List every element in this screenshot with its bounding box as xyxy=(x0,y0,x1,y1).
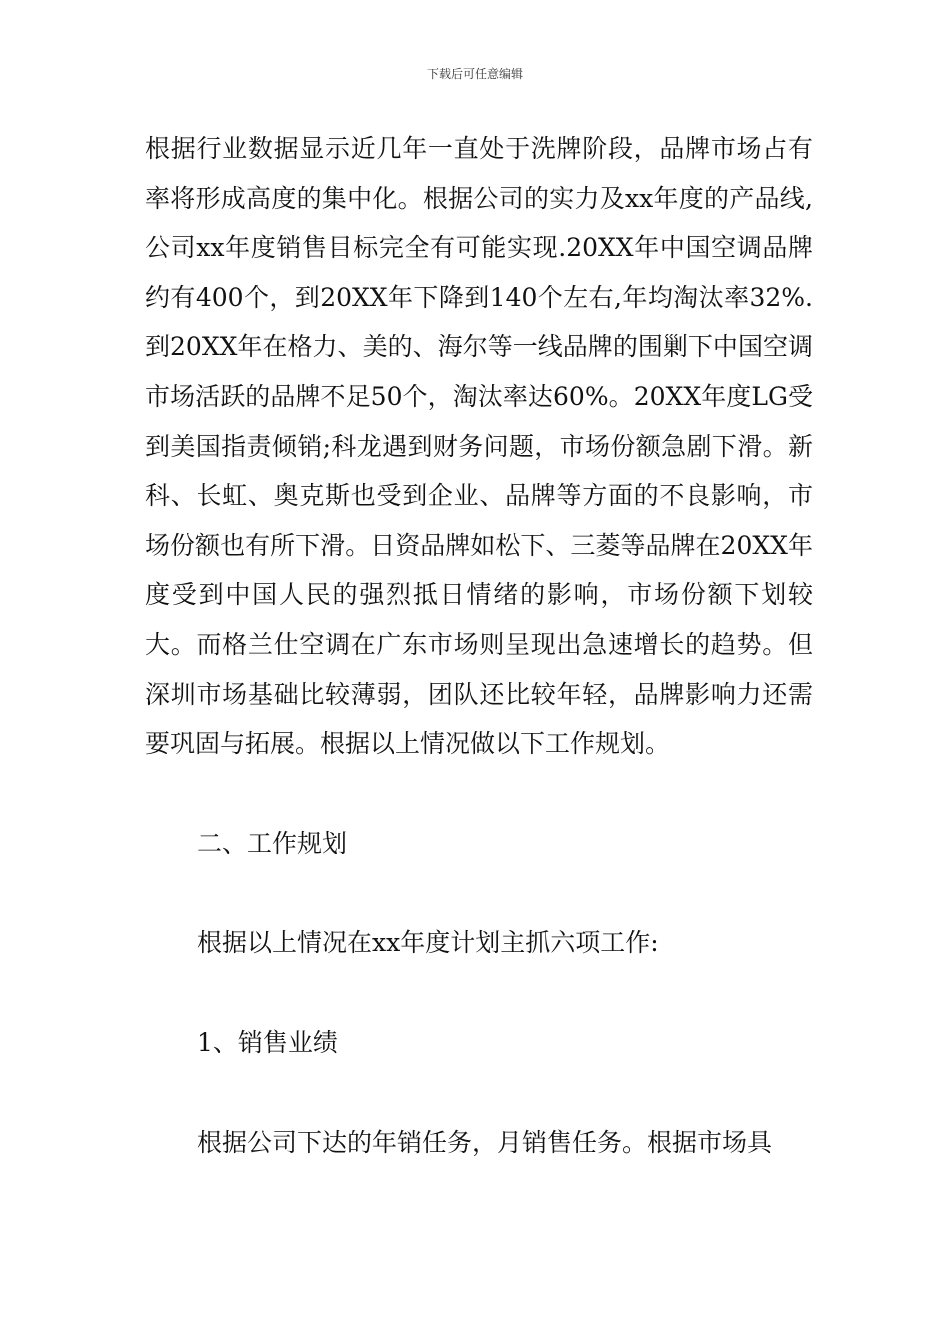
item-heading-sales: 1、销售业绩 xyxy=(197,1027,338,1057)
intro-paragraph: 根据行业数据显示近几年一直处于洗牌阶段，品牌市场占有率将形成高度的集中化。根据公司的实力及xx年度的产品线,公司xx年度销售目标完全有可能实现.20XX年中国空调品牌约有400个，到20XX年下降到140个左右,年均淘汰率32%.到20XX年在格力、美的、海尔等一线品牌的围剿下中国空调市场活跃的品牌不足50个，淘汰率达60%。20XX年度LG受到美国指责倾销;科龙遇到财务问题，市场份额急剧下滑。新科、长虹、奥克斯也受到企业、品牌等方面的不良影响，市场份额也有所下滑。日资品牌如松下、三菱等品牌在20XX年度受到中国人民的强烈抵日情绪的影响，市场份额下划较大。而格兰仕空调在广东市场则呈现出急速增长的趋势。但深圳市场基础比较薄弱，团队还比较年轻，品牌影响力还需要巩固与拓展。根据以上情况做以下工作规划。 xyxy=(145,134,813,759)
document-body xyxy=(145,124,813,1167)
plan-intro-paragraph: 根据以上情况在xx年度计划主抓六项工作: xyxy=(197,928,659,958)
section-heading: 二、工作规划 xyxy=(197,828,348,858)
page-header: 下载后可任意编辑 xyxy=(426,67,523,81)
item-paragraph-sales: 根据公司下达的年销任务，月销售任务。根据市场具 xyxy=(197,1127,773,1157)
